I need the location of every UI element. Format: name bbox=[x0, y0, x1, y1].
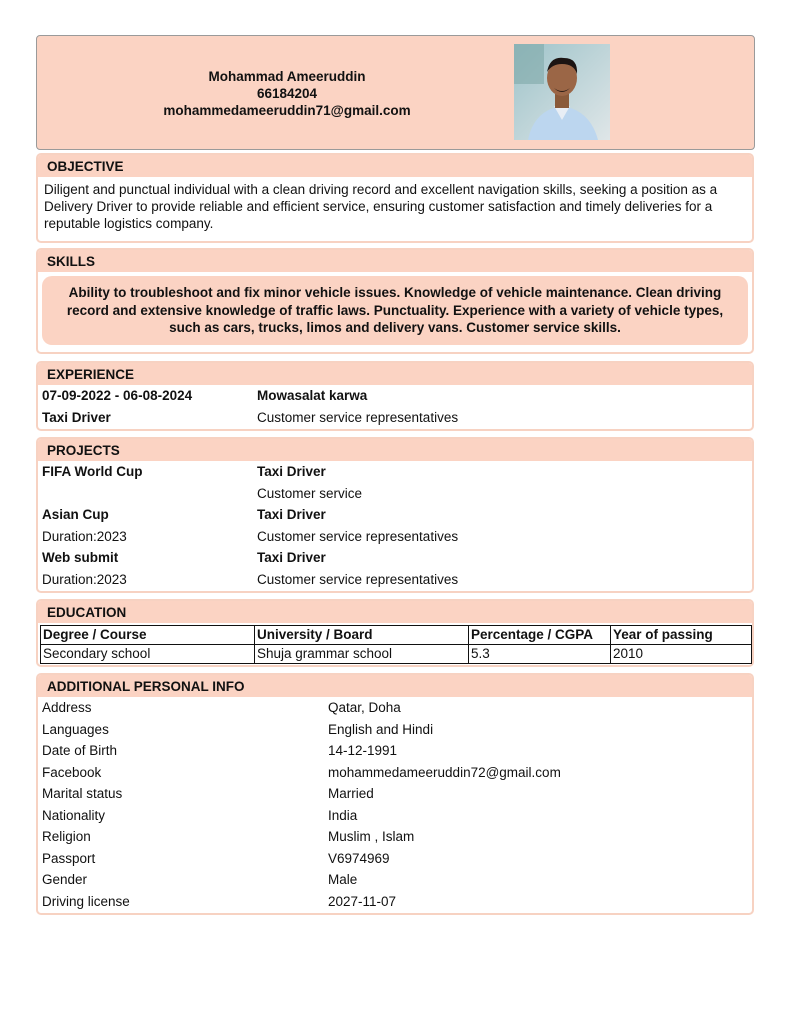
personal-info-row bbox=[38, 848, 752, 870]
objective-text: Diligent and punctual individual with a clean driving record and excellent navigation skills, seeking a position as a Delivery Driver to provide reliable and efficient service, ensuring customer satisfaction and timely deliveries for a reputable logistics company. bbox=[44, 182, 718, 231]
education-table bbox=[40, 625, 752, 664]
info-value: Muslim , Islam bbox=[328, 829, 415, 844]
personal-info-row bbox=[38, 762, 752, 784]
info-value: V6974969 bbox=[328, 850, 390, 866]
experience-row bbox=[38, 385, 752, 407]
education-header-cell: Percentage / CGPA bbox=[469, 626, 611, 645]
skills-heading: SKILLS bbox=[38, 250, 752, 272]
project-row bbox=[38, 483, 752, 505]
objective-section bbox=[36, 153, 754, 243]
projects-section bbox=[36, 437, 754, 593]
project-role: Taxi Driver bbox=[257, 464, 326, 479]
info-label: Driving license bbox=[42, 893, 130, 909]
experience-row bbox=[38, 407, 752, 429]
experience-role: Taxi Driver bbox=[42, 409, 111, 425]
skills-section bbox=[36, 248, 754, 354]
info-value: Qatar, Doha bbox=[328, 700, 401, 715]
education-header-row bbox=[41, 626, 752, 645]
project-name: Web submit bbox=[42, 550, 119, 565]
profile-photo bbox=[514, 44, 610, 140]
project-row bbox=[38, 526, 752, 548]
personal-info-section bbox=[36, 673, 754, 915]
info-label: Passport bbox=[42, 850, 96, 866]
education-section bbox=[36, 599, 754, 667]
project-row bbox=[38, 569, 752, 591]
objective-heading: OBJECTIVE bbox=[38, 155, 752, 177]
experience-dates: 07-09-2022 - 06-08-2024 bbox=[42, 388, 193, 403]
info-label: Gender bbox=[42, 872, 88, 887]
education-cell: 5.3 bbox=[469, 645, 611, 664]
candidate-email: mohammedameeruddin71@gmail.com bbox=[163, 103, 411, 118]
info-label: Address bbox=[42, 700, 92, 715]
project-description: Customer service representatives bbox=[257, 528, 459, 544]
info-label: Nationality bbox=[42, 807, 106, 823]
personal-info-row bbox=[38, 783, 752, 805]
project-row bbox=[38, 461, 752, 483]
education-cell: Secondary school bbox=[41, 645, 255, 664]
info-value: Male bbox=[328, 872, 358, 887]
info-value: 2027-11-07 bbox=[328, 893, 397, 909]
info-label: Marital status bbox=[42, 786, 123, 801]
experience-section bbox=[36, 361, 754, 431]
project-row bbox=[38, 504, 752, 526]
education-cell: 2010 bbox=[611, 645, 752, 664]
profile-photo-image bbox=[514, 44, 610, 140]
personal-info-row bbox=[38, 805, 752, 827]
info-value: India bbox=[328, 807, 358, 823]
project-name: FIFA World Cup bbox=[42, 464, 143, 479]
projects-heading: PROJECTS bbox=[38, 439, 752, 461]
project-role: Taxi Driver bbox=[257, 507, 326, 522]
experience-company: Mowasalat karwa bbox=[257, 388, 368, 403]
personal-info-heading: ADDITIONAL PERSONAL INFO bbox=[38, 675, 752, 697]
experience-description: Customer service representatives bbox=[257, 409, 459, 425]
info-value: English and Hindi bbox=[328, 721, 434, 737]
info-value: Married bbox=[328, 786, 374, 801]
project-row bbox=[38, 547, 752, 569]
table-row bbox=[41, 645, 752, 664]
experience-heading: EXPERIENCE bbox=[38, 363, 752, 385]
personal-info-row bbox=[38, 719, 752, 741]
project-duration: Duration:2023 bbox=[42, 528, 127, 544]
personal-info-row bbox=[38, 869, 752, 891]
personal-info-row bbox=[38, 740, 752, 762]
project-role: Taxi Driver bbox=[257, 550, 326, 565]
info-label: Languages bbox=[42, 721, 109, 737]
project-name: Asian Cup bbox=[42, 507, 109, 522]
skills-text: Ability to troubleshoot and fix minor vehicle issues. Knowledge of vehicle maintenance. Clean driving record and extensive knowledge of traffic laws. Punctuality. Experience with a variety of vehicle types, such as cars, trucks, limos and delivery vans. Customer service skills. bbox=[42, 276, 748, 345]
info-label: Religion bbox=[42, 829, 91, 844]
resume-header bbox=[36, 35, 755, 150]
personal-info-row bbox=[38, 826, 752, 848]
project-description: Customer service bbox=[257, 485, 363, 501]
education-heading: EDUCATION bbox=[38, 601, 752, 623]
candidate-phone: 66184204 bbox=[256, 86, 318, 101]
info-value: 14-12-1991 bbox=[328, 743, 398, 758]
project-description: Customer service representatives bbox=[257, 571, 459, 587]
info-value: mohammedameeruddin72@gmail.com bbox=[328, 764, 561, 780]
candidate-name: Mohammad Ameeruddin bbox=[208, 69, 366, 84]
education-header-cell: Degree / Course bbox=[41, 626, 255, 645]
education-cell: Shuja grammar school bbox=[255, 645, 469, 664]
contact-block bbox=[137, 68, 437, 119]
personal-info-row bbox=[38, 697, 752, 719]
education-header-cell: Year of passing bbox=[611, 626, 752, 645]
education-header-cell: University / Board bbox=[255, 626, 469, 645]
info-label: Facebook bbox=[42, 764, 102, 780]
personal-info-row bbox=[38, 891, 752, 913]
info-label: Date of Birth bbox=[42, 743, 118, 758]
project-duration: Duration:2023 bbox=[42, 571, 127, 587]
